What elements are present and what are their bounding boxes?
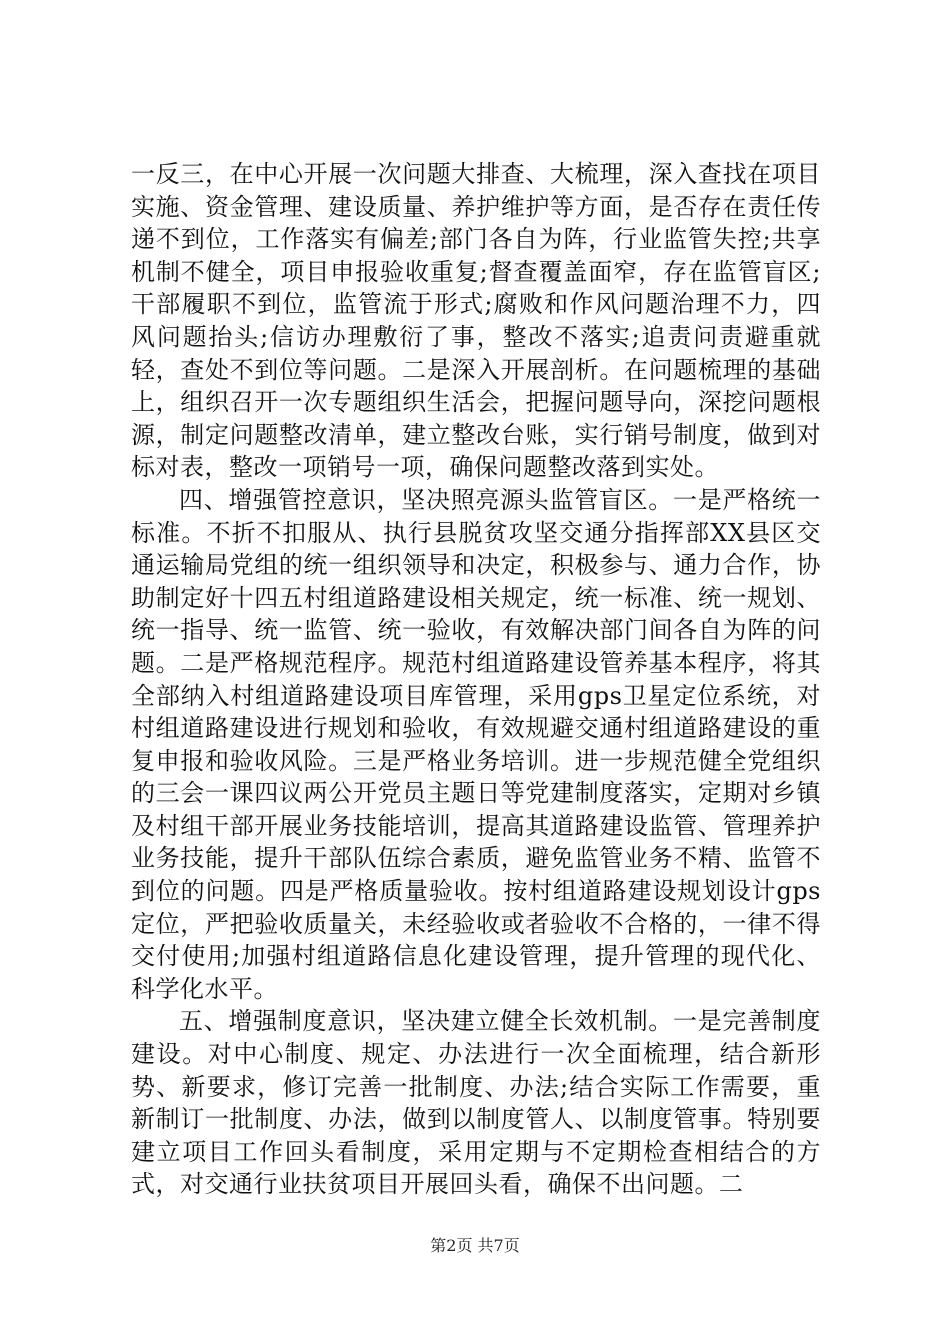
paragraph-continuation: 一反三，在中心开展一次问题大排查、大梳理，深入查找在项目实施、资金管理、建设质量、养护维护等方面，是否存在责任传递不到位，工作落实有偏差;部门各自为阵，行业监管失控;共享机制不健全，项目申报验收重复;督查覆盖面窄，存在监管盲区;干部履职不到位，监管流于形式;腐败和作风问题治理不力，四风问题抬头;信访办理敷衍了事，整改不落实;追责问责避重就轻，查处不到位等问题。二是深入开展剖析。在问题梳理的基础上，组织召开一次专题组织生活会，把握问题导向，深挖问题根源，制定问题整改清单，建立整改台账，实行销号制度，做到对标对表，整改一项销号一项，确保问题整改落到实处。 xyxy=(131,160,821,482)
paragraph-section-four: 四、增强管控意识，坚决照亮源头监管盲区。一是严格统一标准。不折不扣服从、执行县脱贫攻坚交通分指挥部XX县区交通运输局党组的统一组织领导和决定，积极参与、通力合作，协助制定好十四五村组道路建设相关规定，统一标准、统一规划、统一指导、统一监管、统一验收，有效解决部门间各自为阵的问题。二是严格规范程序。规范村组道路建设管养基本程序，将其全部纳入村组道路建设项目库管理，采用gps卫星定位系统，对村组道路建设进行规划和验收，有效规避交通村组道路建设的重复申报和验收风险。三是严格业务培训。进一步规范健全党组织的三会一课四议两公开党员主题日等党建制度落实，定期对乡镇及村组干部开展业务技能培训，提高其道路建设监管、管理养护业务技能，提升干部队伍综合素质，避免监管业务不精、监管不到位的问题。四是严格质量验收。按村组道路建设规划设计gps定位，严把验收质量关，未经验收或者验收不合格的，一律不得交付使用;加强村组道路信息化建设管理，提升管理的现代化、科学化水平。 xyxy=(131,485,821,1003)
page-number-footer: 第2页 共7页 xyxy=(430,1236,520,1255)
paragraph-section-five: 五、增强制度意识，坚决建立健全长效机制。一是完善制度建设。对中心制度、规定、办法进行一次全面梳理，结合新形势、新要求，修订完善一批制度、办法;结合实际工作需要，重新制订一批制度、办法，做到以制度管人、以制度管事。特别要建立项目工作回头看制度，采用定期与不定期检查相结合的方式，对交通行业扶贫项目开展回头看，确保不出问题。二 xyxy=(131,1007,821,1199)
document-body xyxy=(131,158,821,1201)
